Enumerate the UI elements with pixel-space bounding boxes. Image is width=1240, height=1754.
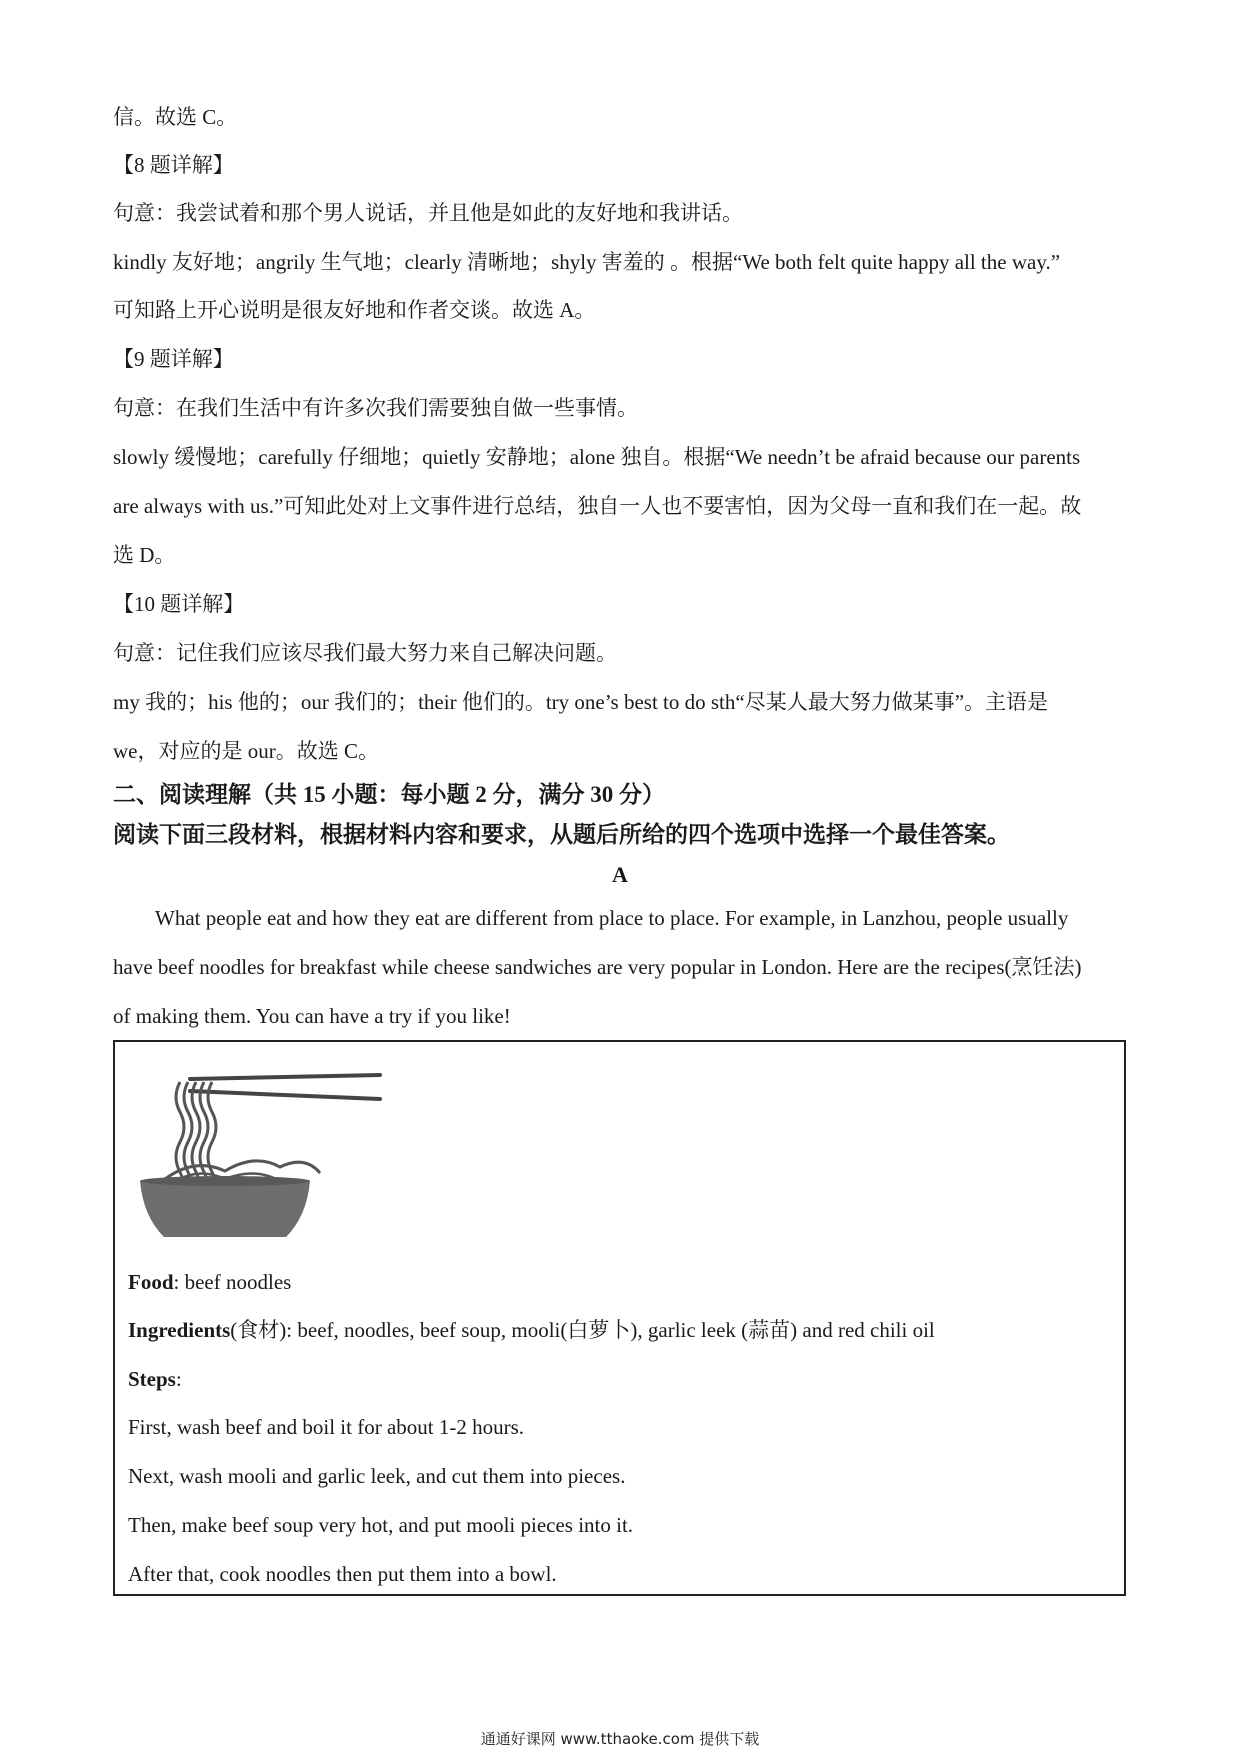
ingredients-label: Ingredients [128, 1318, 231, 1342]
q10-heading: 【10 题详解】 [113, 592, 245, 616]
section-heading: 二、阅读理解（共 15 小题：每小题 2 分，满分 30 分） [113, 782, 665, 807]
text-line: we，对应的是 our。故选 C。 [113, 739, 379, 763]
ingredients-line [128, 1315, 935, 1345]
text-line: kindly 友好地；angrily 生气地；clearly 清晰地；shyly 害羞的 。根据“We both felt quite happy all the way.” [113, 250, 1061, 274]
step-item: After that, cook noodles then put them into a bowl. [128, 1562, 557, 1586]
section-instruction: 阅读下面三段材料，根据材料内容和要求，从题后所给的四个选项中选择一个最佳答案。 [113, 822, 1010, 847]
text-line: 句意：我尝试着和那个男人说话，并且他是如此的友好地和我讲话。 [113, 201, 743, 225]
text-line: slowly 缓慢地；carefully 仔细地；quietly 安静地；alone 独自。根据“We needn’t be afraid because our parents [113, 445, 1081, 469]
step-item: Next, wash mooli and garlic leek, and cut them into pieces. [128, 1464, 626, 1488]
passage-line: have beef noodles for breakfast while cheese sandwiches are very popular in London. Here are the recipes(烹饪法) [113, 955, 1082, 979]
text-line: 句意：在我们生活中有许多次我们需要独自做一些事情。 [113, 396, 638, 420]
text-line: 选 D。 [113, 543, 176, 567]
steps-line [128, 1364, 182, 1394]
text-line: 信。故选 C。 [113, 105, 238, 129]
food-value: : beef noodles [173, 1270, 292, 1294]
passage-line: What people eat and how they eat are different from place to place. For example, in Lanzhou, people usually [155, 906, 1069, 930]
step-item: Then, make beef soup very hot, and put mooli pieces into it. [128, 1513, 634, 1537]
noodle-bowl-icon [135, 1057, 395, 1237]
step-item: First, wash beef and boil it for about 1-2 hours. [128, 1415, 525, 1439]
text-line: 可知路上开心说明是很友好地和作者交谈。故选 A。 [113, 298, 596, 322]
q8-heading: 【8 题详解】 [113, 153, 234, 177]
passage-line: of making them. You can have a try if you like! [113, 1004, 511, 1028]
q9-heading: 【9 题详解】 [113, 347, 234, 371]
food-line [128, 1267, 291, 1297]
text-line: are always with us.”可知此处对上文事件进行总结，独自一人也不要害怕，因为父母一直和我们在一起。故 [113, 494, 1082, 518]
ingredients-value: (食材): beef, noodles, beef soup, mooli(白萝卜), garlic leek (蒜苗) and red chili oil [230, 1318, 935, 1342]
recipe-box [113, 1040, 1126, 1596]
food-label: Food [128, 1270, 174, 1294]
text-line: my 我的；his 他的；our 我们的；their 他们的。try one’s best to do sth“尽某人最大努力做某事”。主语是 [113, 690, 1049, 714]
page-footer: 通通好课网 www.tthaoke.com 提供下载 [480, 1730, 760, 1748]
steps-label: Steps [128, 1367, 176, 1391]
steps-colon: : [175, 1367, 182, 1391]
text-line: 句意：记住我们应该尽我们最大努力来自己解决问题。 [113, 641, 617, 665]
passage-label: A [612, 862, 628, 887]
